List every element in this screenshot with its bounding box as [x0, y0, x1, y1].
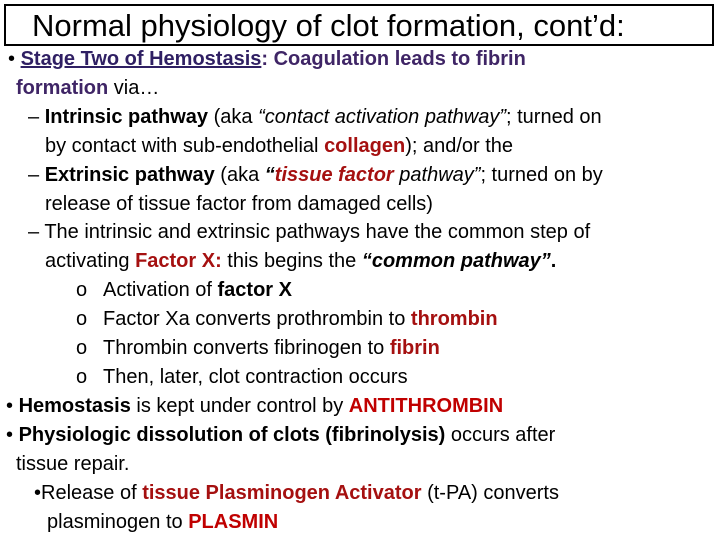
dash-icon: – — [28, 105, 45, 128]
aka-text: (aka — [214, 163, 265, 186]
fibrinolysis-term: Physiologic dissolution of clots (fibrinolysis) — [18, 423, 446, 446]
hemostasis-term: Hemostasis — [18, 394, 131, 417]
turned-on-text: ; turned on by — [480, 163, 603, 186]
sub-item-factor-xa — [0, 305, 720, 334]
thrombin-text: Thrombin converts fibrinogen to — [103, 337, 390, 360]
fibrin-term: fibrin — [389, 337, 440, 360]
release-of-text: Release of — [41, 481, 143, 504]
and-or-text: ); and/or the — [405, 134, 514, 157]
turned-on-text: ; turned on — [506, 105, 602, 128]
factor-x-bold: factor X — [217, 279, 292, 302]
formation-word: formation — [16, 76, 109, 99]
dash-icon: – — [28, 163, 45, 186]
factor-x-term: Factor X: — [135, 250, 222, 273]
bullet-icon: • — [34, 481, 42, 504]
intrinsic-pathway-label: Intrinsic pathway — [44, 105, 209, 128]
common-pathway-term: “common pathway” — [361, 250, 551, 273]
bullet-icon: • — [6, 394, 14, 417]
aka-text: (aka — [208, 105, 259, 128]
bullet-icon: • — [8, 48, 16, 70]
intrinsic-pathway-continuation — [0, 132, 720, 161]
stage-two-text: : Coagulation leads to fibrin — [261, 48, 526, 70]
circle-bullet-icon: o — [76, 279, 88, 302]
slide-body — [0, 45, 720, 536]
factor-xa-text: Factor Xa converts prothrombin to — [103, 308, 411, 331]
intrinsic-pathway-item — [0, 103, 720, 132]
tpa-term: tissue Plasminogen Activator — [142, 481, 422, 504]
slide-title: Normal physiology of clot formation, cont’d: — [32, 7, 625, 43]
common-step-text: The intrinsic and extrinsic pathways have the common step of — [44, 221, 591, 244]
via-text: via… — [108, 76, 160, 99]
fibrinolysis-continuation — [0, 450, 720, 479]
plasmin-term: PLASMIN — [188, 510, 279, 533]
tissue-repair-text: tissue repair. — [16, 452, 130, 475]
contact-activation-term: “contact activation pathway” — [258, 105, 506, 128]
bullet-hemostasis-control — [0, 392, 720, 421]
contact-text: by contact with sub-endothelial — [45, 134, 325, 157]
control-text: is kept under control by — [130, 394, 349, 417]
slide-title-box — [4, 4, 714, 46]
stage-two-continuation — [0, 74, 720, 103]
bullet-icon: • — [6, 423, 14, 446]
extrinsic-pathway-label: Extrinsic pathway — [44, 163, 215, 186]
extrinsic-pathway-item — [0, 161, 720, 190]
collagen-term: collagen — [324, 134, 406, 157]
release-text: release of tissue factor from damaged cells) — [45, 192, 433, 215]
sub-item-thrombin — [0, 334, 720, 363]
period: . — [550, 250, 557, 273]
circle-bullet-icon: o — [76, 365, 88, 388]
circle-bullet-icon: o — [76, 308, 88, 331]
plasminogen-text: plasminogen to — [47, 510, 189, 533]
extrinsic-pathway-continuation — [0, 190, 720, 219]
stage-two-heading: Stage Two of Hemostasis — [20, 48, 262, 70]
common-step-continuation — [0, 247, 720, 276]
clot-contraction-text: Then, later, clot contraction occurs — [103, 365, 408, 388]
tissue-factor-term: tissue factor — [274, 163, 394, 186]
thrombin-term: thrombin — [410, 308, 498, 331]
bullet-fibrinolysis — [0, 421, 720, 450]
sub-item-activation — [0, 276, 720, 305]
converts-text: (t-PA) converts — [421, 481, 559, 504]
antithrombin-term: ANTITHROMBIN — [348, 394, 504, 417]
begins-text: this begins the — [221, 250, 362, 273]
bullet-tpa-release — [0, 479, 720, 508]
activation-text: Activation of — [103, 279, 218, 302]
common-step-item — [0, 218, 720, 247]
bullet-stage-two — [0, 45, 720, 74]
open-quote: “ — [264, 163, 275, 186]
activating-text: activating — [45, 250, 136, 273]
tpa-continuation — [0, 508, 720, 537]
dash-icon: – — [28, 221, 45, 244]
circle-bullet-icon: o — [76, 337, 88, 360]
occurs-after-text: occurs after — [445, 423, 556, 446]
pathway-quote: pathway” — [393, 163, 481, 186]
sub-item-clot-contraction — [0, 363, 720, 392]
